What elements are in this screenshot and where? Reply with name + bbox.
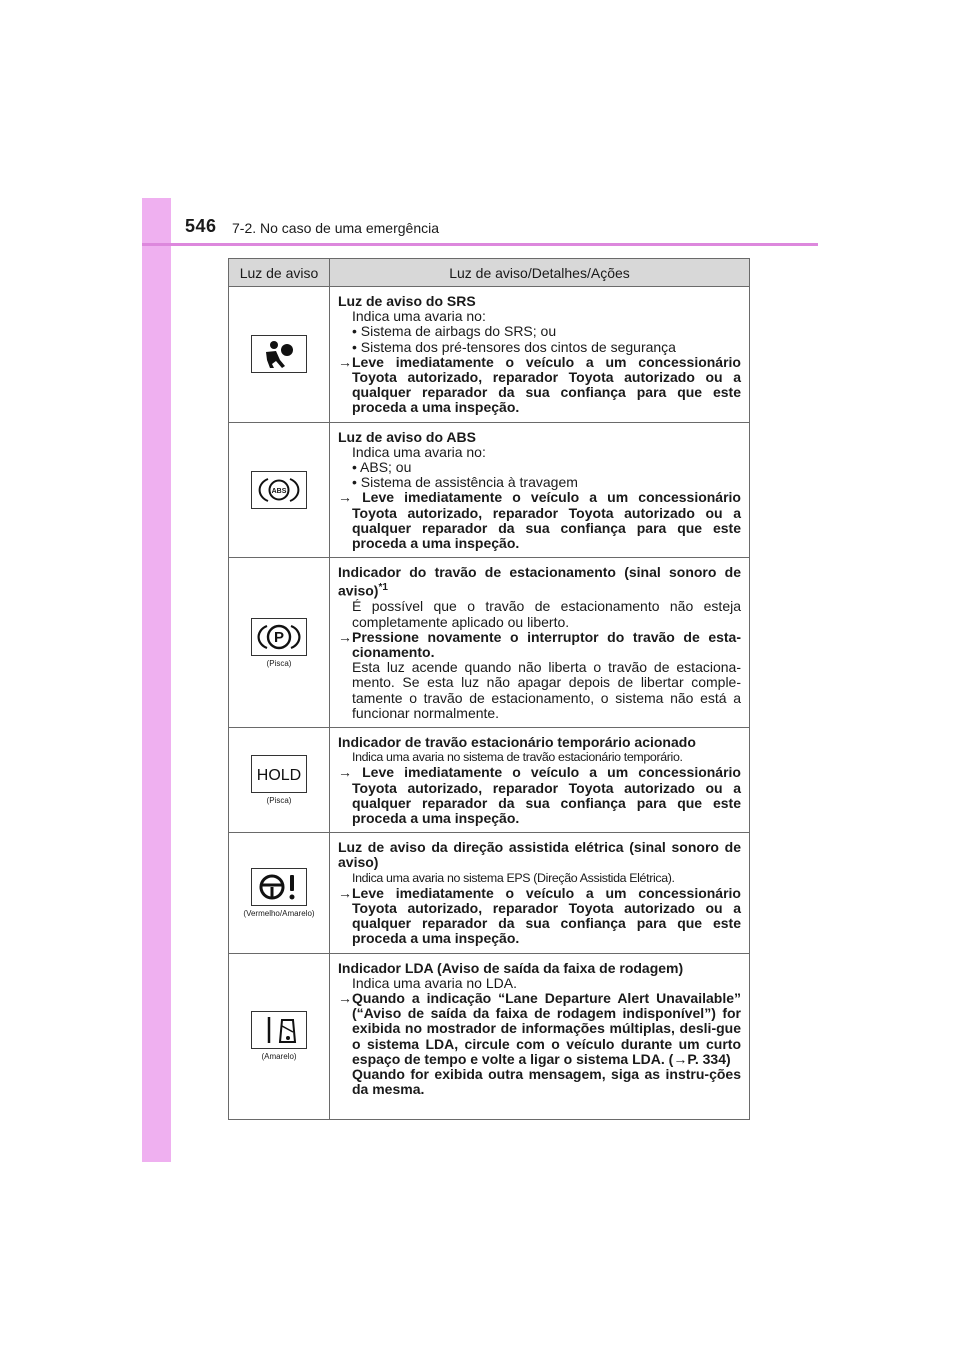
header-rule (142, 243, 818, 246)
action-text: Leve imediatamente o veículo a um concessionário Toyota autorizado, reparador Toyota autorizado ou a qualquer reparador da sua confiança para que este proceda a uma inspeção. (352, 764, 741, 826)
abs-icon-text: ABS (271, 487, 287, 495)
parking-brake-icon (251, 618, 307, 656)
footnote-mark: *1 (378, 582, 388, 594)
section-title: 7-2. No caso de uma emergência (232, 220, 439, 236)
detail-cell (330, 287, 750, 423)
detail-cell (330, 558, 750, 728)
steering-warning-icon (251, 868, 307, 906)
row-action (338, 355, 741, 416)
row-lead: É possível que o travão de estacionamento não esteja completamente aplicado ou liberto. (352, 598, 741, 630)
detail-cell (330, 422, 750, 558)
row-lead: Indica uma avaria no LDA. (352, 974, 517, 991)
row-note: Esta luz acende quando não liberta o travão de estaciona-mento. Se esta luz não apagar depois de libertar comple-tamente o travão de estacionamento, o sistema não está a funcionar normalmente. (352, 659, 741, 721)
table-row (229, 422, 750, 558)
action-text: Pressione novamente o interruptor do travão de esta-cionamento. (352, 628, 741, 660)
warning-lights-table (228, 258, 750, 1120)
abs-icon (251, 471, 307, 509)
row-action (338, 991, 741, 1067)
icon-caption: (Vermelho/Amarelo) (243, 908, 315, 918)
row-title: Indicador LDA (Aviso de saída da faixa de rodagem) (338, 959, 684, 976)
airbag-person-icon (251, 335, 307, 373)
icon-caption: (Pisca) (266, 796, 292, 806)
action-text: Leve imediatamente o veículo a um concessionário Toyota autorizado, reparador Toyota autorizado ou a qualquer reparador da sua confiança para que este proceda a uma inspeção. (352, 489, 741, 552)
hold-icon-text: HOLD (256, 767, 302, 785)
row-title: Indicador de travão estacionário temporário acionado (338, 733, 696, 750)
bullet-item: • Sistema de assistência à travagem (352, 474, 578, 491)
table-header-row (229, 259, 750, 287)
detail-cell (330, 833, 750, 953)
side-tab (142, 198, 171, 1162)
action-text: Quando a indicação “Lane Departure Alert Unavailable” (“Aviso de saída da faixa de rodagem indisponível”) for exibida no mostrador de informações múltiplas, desli-gue o sistema LDA, circule com o veículo durante um curto espaço de tempo e volte a ligar o sistema LDA. (→P. 334) (352, 989, 741, 1067)
table-row (229, 727, 750, 832)
table-row (229, 287, 750, 423)
bullet-item: • Sistema de airbags do SRS; ou (352, 323, 557, 340)
row-action (338, 490, 741, 551)
lane-departure-icon (251, 1011, 307, 1049)
detail-cell (330, 727, 750, 832)
bullet-item: • ABS; ou (352, 459, 412, 476)
parking-icon-text: P (273, 628, 285, 646)
arrow-icon: → (338, 353, 352, 370)
row-lead: Indica uma avaria no: (352, 443, 486, 460)
row-title: Luz de aviso do SRS (338, 293, 476, 309)
icon-caption: (Pisca) (266, 658, 292, 668)
arrow-icon: → (338, 989, 352, 1006)
arrow-icon: → (338, 489, 352, 506)
row-title (338, 565, 741, 599)
icon-cell (229, 422, 330, 558)
row-lead: Indica uma avaria no sistema de travão estacionário temporário. (352, 750, 683, 765)
row-title: Luz de aviso do ABS (338, 428, 476, 445)
action-text: Leve imediatamente o veículo a um concessionário Toyota autorizado, reparador Toyota autorizado ou a qualquer reparador da sua confiança para que este proceda a uma inspeção. (352, 353, 741, 416)
icon-caption: (Amarelo) (261, 1052, 297, 1062)
col-header-light: Luz de aviso (229, 259, 330, 287)
table-row (229, 558, 750, 728)
row-action (338, 630, 741, 660)
page-number: 546 (185, 216, 217, 236)
arrow-icon: → (338, 628, 352, 645)
row-action (338, 765, 741, 826)
hold-icon (251, 755, 307, 793)
icon-cell (229, 953, 330, 1119)
arrow-icon: → (338, 764, 352, 781)
table-row (229, 953, 750, 1119)
icon-cell (229, 833, 330, 953)
bullet-item: • Sistema dos pré-tensores dos cintos de segurança (352, 338, 676, 355)
arrow-icon: → (338, 884, 352, 901)
detail-cell (330, 953, 750, 1119)
row-lead: Indica uma avaria no: (352, 308, 486, 325)
col-header-details: Luz de aviso/Detalhes/Ações (330, 259, 750, 287)
icon-cell (229, 727, 330, 832)
row-title: Luz de aviso da direção assistida elétrica (sinal sonoro de aviso) (338, 839, 741, 871)
row-action (338, 886, 741, 947)
row-title-text: Indicador do travão de estacionamento (sinal sonoro de aviso) (338, 564, 741, 600)
action-text: Leve imediatamente o veículo a um concessionário Toyota autorizado, reparador Toyota autorizado ou a qualquer reparador da sua confiança para que este proceda a uma inspeção. (352, 884, 741, 947)
table-row (229, 833, 750, 953)
icon-cell (229, 287, 330, 423)
row-action-secondary: Quando for exibida outra mensagem, siga as instru-ções da mesma. (352, 1066, 741, 1098)
row-lead: Indica uma avaria no sistema EPS (Direção Assistida Elétrica). (352, 870, 675, 885)
icon-cell (229, 558, 330, 728)
